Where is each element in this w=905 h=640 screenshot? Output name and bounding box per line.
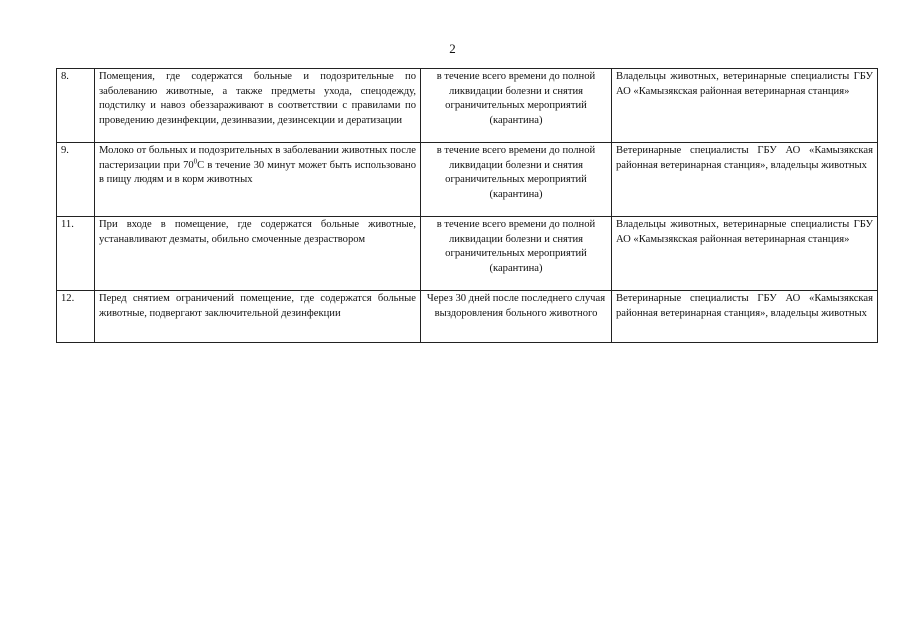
measure-text: Перед снятием ограничений помещение, где содержатся больные животные, подвергают заключительной дезинфекции [95, 291, 421, 343]
timing-text: в течение всего времени до полной ликвидации болезни и снятия ограничительных мероприятий (карантина) [421, 143, 612, 217]
page-number: 2 [449, 41, 456, 56]
degree-superscript: 0 [193, 157, 198, 166]
table-row [57, 291, 878, 343]
row-number: 11. [57, 217, 95, 291]
measure-text-part: С в течение 30 минут может быть использовано в пищу людям и в корм животных [99, 159, 417, 186]
measure-text: При входе в помещение, где содержатся больные животные, устанавливают дезматы, обильно смоченные дезраствором [95, 217, 421, 291]
table-row [57, 217, 878, 291]
responsible-text: Владельцы животных, ветеринарные специалисты ГБУ АО «Камызякская районная ветеринарная станция» [612, 69, 878, 143]
table-row [57, 143, 878, 217]
timing-text: в течение всего времени до полной ликвидации болезни и снятия ограничительных мероприятий (карантина) [421, 217, 612, 291]
table-row [57, 69, 878, 143]
responsible-text: Ветеринарные специалисты ГБУ АО «Камызякская районная ветеринарная станция», владельцы животных [612, 291, 878, 343]
timing-text: в течение всего времени до полной ликвидации болезни и снятия ограничительных мероприятий (карантина) [421, 69, 612, 143]
measure-text [95, 143, 421, 217]
row-number: 9. [57, 143, 95, 217]
row-number: 12. [57, 291, 95, 343]
measure-text: Помещения, где содержатся больные и подозрительные по заболеванию животные, а также предметы ухода, спецодежду, подстилку и навоз обеззараживают в соответствии с правилами по проведению дезинфекции, дезинвазии, дезинсекции и дератизации [95, 69, 421, 143]
timing-text: Через 30 дней после последнего случая выздоровления больного животного [421, 291, 612, 343]
responsible-text: Владельцы животных, ветеринарные специалисты ГБУ АО «Камызякская районная ветеринарная станция» [612, 217, 878, 291]
row-number: 8. [57, 69, 95, 143]
measure-text-part: Молоко от больных и подозрительных в заболевании животных после пастеризации при 70 [99, 145, 416, 171]
measures-table [56, 68, 878, 343]
responsible-text: Ветеринарные специалисты ГБУ АО «Камызякская районная ветеринарная станция», владельцы животных [612, 143, 878, 217]
